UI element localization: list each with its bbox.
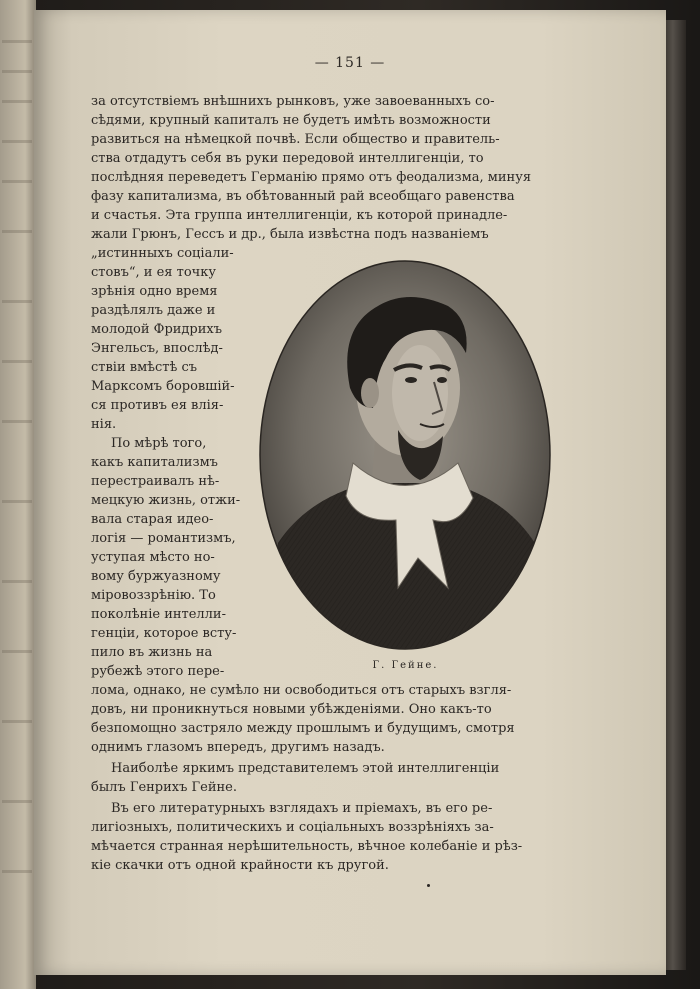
text-line: и счастья. Эта группа интеллигенціи, къ которой принадле- xyxy=(91,208,508,223)
text-line: мецкую жизнь, отжи- xyxy=(91,493,241,508)
text-line: кіе скачки отъ одной крайности къ другой. xyxy=(91,858,389,873)
text-line: міровоззрѣнію. То xyxy=(91,588,216,603)
text-line: мѣчается странная нерѣшительность, вѣчное колебаніе и рѣз- xyxy=(91,839,523,854)
text-line: послѣдняя переведетъ Германію прямо отъ феодализма, минуя xyxy=(91,170,532,185)
text-line: ся противъ ея влія- xyxy=(91,398,224,413)
text-line: Въ его литературныхъ взглядахъ и пріемахъ, въ его ре- xyxy=(111,801,493,816)
text-line: генціи, которое всту- xyxy=(91,626,237,641)
text-line: По мѣрѣ того, xyxy=(111,436,207,451)
text-line: довъ, ни проникнуться новыми убѣжденіями. Оно какъ-то xyxy=(91,702,492,717)
ink-speck xyxy=(427,884,430,887)
paragraph-1-continued xyxy=(91,244,259,434)
text-line: ства отдадутъ себя въ руки передовой интеллигенціи, то xyxy=(91,151,484,166)
text-line: сѣдями, крупный капиталъ не будетъ имѣть возможности xyxy=(91,113,491,128)
text-line: молодой Фридрихъ xyxy=(91,322,223,337)
paragraph-2 xyxy=(91,434,259,681)
text-line: уступая мѣсто но- xyxy=(91,550,215,565)
text-line: ствіи вмѣстѣ съ xyxy=(91,360,198,375)
text-line: Наиболѣе яркимъ представителемъ этой интеллигенціи xyxy=(111,761,500,776)
text-line: нія. xyxy=(91,417,117,432)
paragraph-1 xyxy=(91,92,573,244)
text-line: былъ Генрихъ Гейне. xyxy=(91,780,237,795)
text-line: раздѣлялъ даже и xyxy=(91,303,216,318)
portrait-engraving xyxy=(258,258,553,653)
portrait-image xyxy=(258,258,553,653)
text-line: безпомощно застряло между прошлымъ и будущимъ, смотря xyxy=(91,721,515,736)
portrait-caption: Г. Гейне. xyxy=(372,660,439,671)
text-line: рубежѣ этого пере- xyxy=(91,664,225,679)
text-line: вому буржуазному xyxy=(91,569,221,584)
text-line: логія — романтизмъ, xyxy=(91,531,236,546)
text-line: Энгельсъ, впослѣд- xyxy=(91,341,223,356)
text-line: однимъ глазомъ впередъ, другимъ назадъ. xyxy=(91,740,385,755)
book-page xyxy=(34,10,666,975)
text-line: перестраивалъ нѣ- xyxy=(91,474,220,489)
text-line: лигіозныхъ, политическихъ и соціальныхъ воззрѣніяхъ за- xyxy=(91,820,494,835)
text-line: за отсутствіемъ внѣшнихъ рынковъ, уже завоеванныхъ со- xyxy=(91,94,495,109)
paragraph-3 xyxy=(91,759,573,797)
text-line: какъ капитализмъ xyxy=(91,455,218,470)
text-line: фазу капитализма, въ обѣтованный рай всеобщаго равенства xyxy=(91,189,515,204)
text-line: лома, однако, не сумѣло ни освободиться отъ старыхъ взгля- xyxy=(91,683,512,698)
text-line: пило въ жизнь на xyxy=(91,645,213,660)
text-line: стовъ“, и ея точку xyxy=(91,265,217,280)
paragraph-2-continued xyxy=(91,681,573,757)
text-line: зрѣнія одно время xyxy=(91,284,218,299)
paragraph-4 xyxy=(91,799,573,875)
text-line: развиться на нѣмецкой почвѣ. Если общество и правитель- xyxy=(91,132,500,147)
book-cover-edge xyxy=(664,20,686,970)
text-line: Марксомъ боровшій- xyxy=(91,379,235,394)
text-line: „истинныхъ соціали- xyxy=(91,246,234,261)
text-line: поколѣніе интелли- xyxy=(91,607,226,622)
facing-page-edge xyxy=(0,0,36,989)
text-line: жали Грюнъ, Гессъ и др., была извѣстна подъ названіемъ xyxy=(91,227,489,242)
text-line: вала старая идео- xyxy=(91,512,214,527)
page-number: — 151 — xyxy=(314,55,386,71)
